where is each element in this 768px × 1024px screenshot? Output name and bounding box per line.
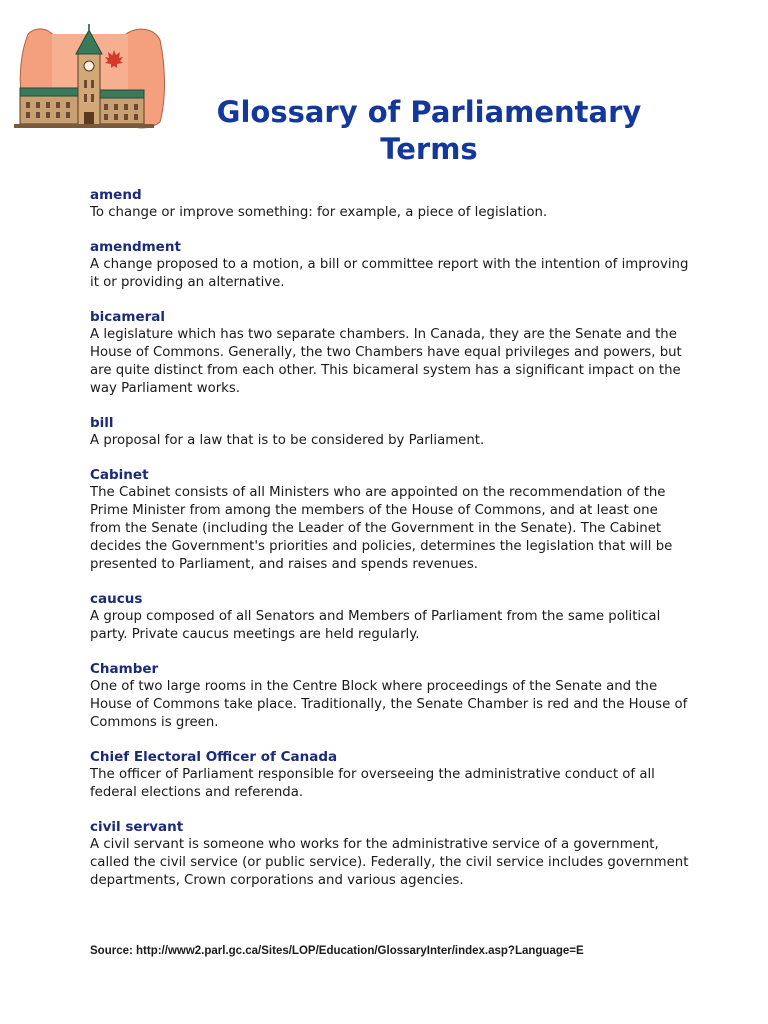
parliament-building-icon [14,24,170,142]
glossary-term: Chief Electoral Officer of Canada [90,749,338,765]
glossary-term: Cabinet [90,467,149,483]
glossary-term: civil servant [90,819,184,835]
page-title-line-1: Glossary of Parliamentary [216,95,642,129]
glossary-definition: The officer of Parliament responsible for overseeing the administrative conduct of all federal elections and referenda. [90,767,655,800]
source-citation: Source: http://www2.parl.gc.ca/Sites/LOP/Education/GlossaryInter/index.asp?Language=E [90,945,584,957]
glossary-entry [90,238,690,292]
glossary-definition: A change proposed to a motion, a bill or committee report with the intention of improving it or providing an alternative. [90,257,689,290]
page-title [190,94,668,168]
glossary-entry [90,308,690,398]
glossary-definition: A proposal for a law that is to be considered by Parliament. [90,433,485,448]
glossary-definition: The Cabinet consists of all Ministers who are appointed on the recommendation of the Prime Minister from among the members of the House of Commons, and at least one from the Senate (including the Leader of the Government in the Senate). The Cabinet decides the Government's priorities and policies, determines the legislation that will be presented to Parliament, and raises and spends revenues. [90,485,673,572]
glossary-definition: One of two large rooms in the Centre Block where proceedings of the Senate and the House of Commons take place. Traditionally, the Senate Chamber is red and the House of Commons is green. [90,679,688,730]
glossary-definition: A legislature which has two separate chambers. In Canada, they are the Senate and the House of Commons. Generally, the two Chambers have equal privileges and powers, but are quite distinct from each other. This bicameral system has a significant impact on the way Parliament works. [90,327,682,396]
glossary-entry [90,748,690,802]
glossary-entry [90,414,690,450]
glossary-definition: To change or improve something: for example, a piece of legislation. [90,205,548,220]
page-title-line-2: Terms [380,132,478,166]
glossary-definition: A group composed of all Senators and Members of Parliament from the same political party. Private caucus meetings are held regularly. [90,609,661,642]
glossary-term: Chamber [90,661,159,677]
glossary-entry [90,660,690,732]
glossary-entry [90,466,690,574]
glossary-term: bill [90,415,114,431]
glossary-entry [90,186,690,222]
glossary-term: amend [90,187,142,203]
glossary-list [90,186,690,906]
glossary-entry [90,590,690,644]
glossary-definition: A civil servant is someone who works for the administrative service of a government, called the civil service (or public service). Federally, the civil service includes government departments, Crown corporations and various agencies. [90,837,689,888]
glossary-term: caucus [90,591,143,607]
glossary-term: amendment [90,239,181,255]
glossary-term: bicameral [90,309,166,325]
parliament-logo [14,24,170,142]
glossary-entry [90,818,690,890]
